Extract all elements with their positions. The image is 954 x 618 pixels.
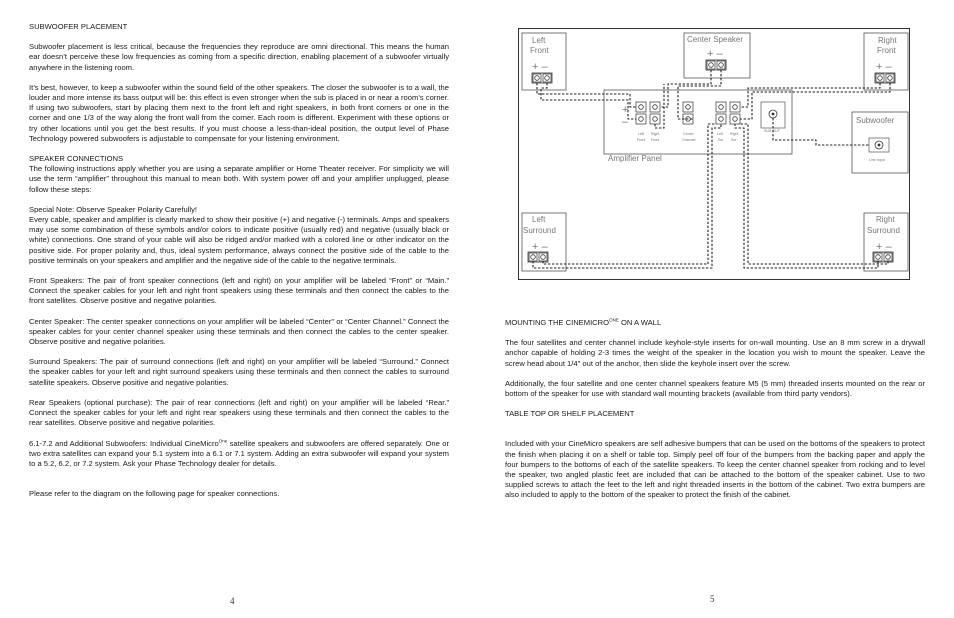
- subwoofer-box: [852, 112, 908, 173]
- tabletop-paragraph: Included with your CineMicro speakers are self adhesive bumpers that can be used on the bottoms of the speakers to protect the finish when placing it on a shelf or table top. Simply peel off four of the bumpers from the backing paper and apply the four bumpers to the bottoms of each of the satellite speakers. To keep the center channel speaker from rocking and to level the speaker, two angled plastic feet are included that can be attached to the bottom of the speaker cabinet. Use to two supplied screws to attach the feet to the left and right threaded inserts in the bottom of the cabinet. Two extra bumpers are also included to apply to the bottom of the speaker to protect the finish of the cabinet.: [505, 439, 925, 500]
- special-note-body: Every cable, speaker and amplifier is clearly marked to show their positive (+) and negative (-) terminals. Amps and speakers may use some combination of these symbols and/or colors to indicate positive (usually red) and negative (usually black or white) connections. One strand of your cable will also be ridged and/or marked with a colored line or other indicator on the positive side. For proper polarity and, thus, ideal system performance, always connect the positive side of the cable to the positive terminals on your speakers and amplifier and the negative side of the cable to the negative terminals.: [29, 215, 449, 265]
- special-note-title: Special Note: Observe Speaker Polarity Carefully!: [29, 204, 197, 214]
- surround-speakers-paragraph: Surround Speakers: The pair of surround connections (left and right) on your amplifier will be labeled “Surround.” Connect the speaker cables for your left and right surround speakers using these terminals and then connect the cables to surround satellite speakers. Observe positive and negative polarities.: [29, 357, 449, 387]
- center-speaker-paragraph: Center Speaker: The center speaker connections on your amplifier will be labeled “Center” or “Center Channel.” Connect the speaker cables for your center channel speaker using these terminals and then connect the cables to the center speaker. Observe positive and negative polarities.: [29, 316, 449, 347]
- line-input-label: Line Input: [869, 158, 885, 162]
- left-front-speaker: [522, 33, 566, 90]
- right-surround-speaker: [864, 213, 908, 271]
- amp-right-sur-label: Right: [730, 132, 739, 136]
- amp-left-sur-label: Left: [717, 132, 723, 136]
- mounting-heading-a: MOUNTING THE CINEMICRO: [505, 318, 610, 327]
- amp-front-label: Front: [637, 138, 646, 142]
- left-front-polarity: + –: [532, 61, 548, 73]
- subwoofer-paragraph-1: Subwoofer placement is less critical, because the frequencies they reproduce are omni directional. This means the human ear doesn’t perceive these low frequencies as coming from a specific direction, enabling placement of a subwoofer virtually anywhere in the listening room.: [29, 42, 449, 72]
- amp-right-label: Right: [651, 132, 660, 136]
- left-front-label-1: Left: [532, 36, 546, 45]
- subwoofer-label: Subwoofer: [856, 116, 895, 125]
- mounting-heading-sup: ONE: [609, 317, 619, 323]
- sub-out-label: SUB OUT: [764, 129, 780, 133]
- center-polarity: + –: [707, 48, 723, 60]
- front-speakers-paragraph: Front Speakers: The pair of front speaker connections (left and right) on your amplifier will be labeled “Front” or “Main.” Connect the speaker cables for your left and right front speakers using these terminals and then connect the cables to the front satellites. Observe positive and negative polarities.: [29, 276, 449, 306]
- tabletop-heading: TABLE TOP OR SHELF PLACEMENT: [505, 409, 635, 419]
- one-superscript: One: [218, 437, 228, 443]
- amp-sur2-label: Sur: [731, 138, 737, 142]
- amp-left-label: Left: [638, 132, 644, 136]
- amp-center-label: Center: [683, 132, 694, 136]
- center-speaker: [684, 33, 750, 78]
- right-surround-label-1: Right: [876, 215, 895, 224]
- right-front-polarity: + –: [876, 61, 892, 73]
- center-speaker-label: Center Speaker: [687, 35, 744, 44]
- right-page-text: [505, 318, 925, 501]
- amplifier-panel-label: Amplifier Panel: [608, 154, 662, 163]
- speaker-connections-heading: SPEAKER CONNECTIONS: [29, 154, 124, 164]
- additional-subwoofers-paragraph: [29, 439, 449, 470]
- right-front-label-2: Front: [877, 46, 896, 55]
- subwoofer-paragraph-2: It’s best, however, to keep a subwoofer within the sound field of the other speakers. The closer the subwoofer is to a wall, the louder and more intense its bass output will be: this effect is even stronger when the sub is placed in or near a room’s corner. If using two subwoofers, start by placing them next to the front left and right speakers, in both front corners or one in the corner and one 1/3 of the way along the front wall from the corner. Each room is different. Experiment with these options or try other locations until you get the best results. If you must choose a less-than-ideal position, the output level of Phase Technology powered subwoofers is adjustable to compensate for your listening environment.: [29, 82, 449, 143]
- mounting-heading: [505, 318, 925, 328]
- additional-text-b: satellite speakers and subwoofers are offered separately. One or two extra satellites can expand your 5.1 system into a 6.1 or 7.1 system. Adding an extra subwoofer will expand your system to a 5.2, 6.2, or 7.2 system. Ask your Phase Technology dealer for details.: [29, 438, 449, 468]
- left-front-label-2: Front: [530, 46, 549, 55]
- subwoofer-placement-heading: SUBWOOFER PLACEMENT: [29, 22, 128, 31]
- mounting-heading-b: ON A WALL: [618, 318, 662, 327]
- page-number-left: 4: [230, 596, 235, 606]
- amp-sur-label: Sur: [718, 138, 724, 142]
- left-surround-polarity: + –: [532, 241, 548, 253]
- refer-diagram-note: Please refer to the diagram on the following page for speaker connections.: [29, 489, 280, 499]
- speaker-connections-paragraph: The following instructions apply whether you are using a separate amplifier or Home Theater receiver. For simplicity we will use the term “amplifier” throughout this manual to mean both. With system power off and your amplifier unplugged, please follow these steps:: [29, 164, 449, 194]
- additional-text-a: 6.1-7.2 and Additional Subwoofers: Individual CineMicro: [29, 438, 219, 448]
- rear-speakers-paragraph: Rear Speakers (optional purchase): The pair of rear connections (left and right) on your amplifier will be labeled “Rear.” Connect the speaker cables for your left and right rear speakers using these terminals and then connect the cables to the rear satellites. Observe positive and negative polarities.: [29, 397, 449, 428]
- left-surround-label-1: Left: [532, 215, 546, 224]
- right-front-label-1: Right: [878, 36, 897, 45]
- right-front-speaker: [864, 33, 908, 90]
- left-surround-speaker: [522, 213, 566, 271]
- amp-plus: +: [622, 104, 629, 116]
- amp-front2-label: Front: [651, 138, 660, 142]
- left-page-text: [29, 22, 449, 499]
- left-surround-label-2: Surround: [523, 226, 556, 235]
- page-number-right: 5: [710, 594, 715, 604]
- amplifier-panel: [604, 90, 792, 163]
- right-surround-polarity: + –: [876, 241, 892, 253]
- mounting-paragraph-2: Additionally, the four satellite and one center channel speakers feature M5 (5 mm) threaded inserts mounted on the rear or bottom of the speaker for use with standard wall mounting brackets (available from third party vendors).: [505, 378, 925, 399]
- amp-channel-label: Channel: [682, 138, 696, 142]
- speaker-wiring-diagram: [518, 28, 910, 280]
- right-surround-label-2: Surround: [867, 226, 900, 235]
- mounting-paragraph-1: The four satellites and center channel include keyhole-style inserts for on-wall mounting. Use an 8 mm screw in a drywall anchor capable of holding 2-3 times the weight of the speaker in the location you wish to mount the speaker. Leave the screw head about 1/4" out of the anchor, then slide the keyhole insert over the screw.: [505, 338, 925, 368]
- amp-minus: –: [622, 116, 629, 128]
